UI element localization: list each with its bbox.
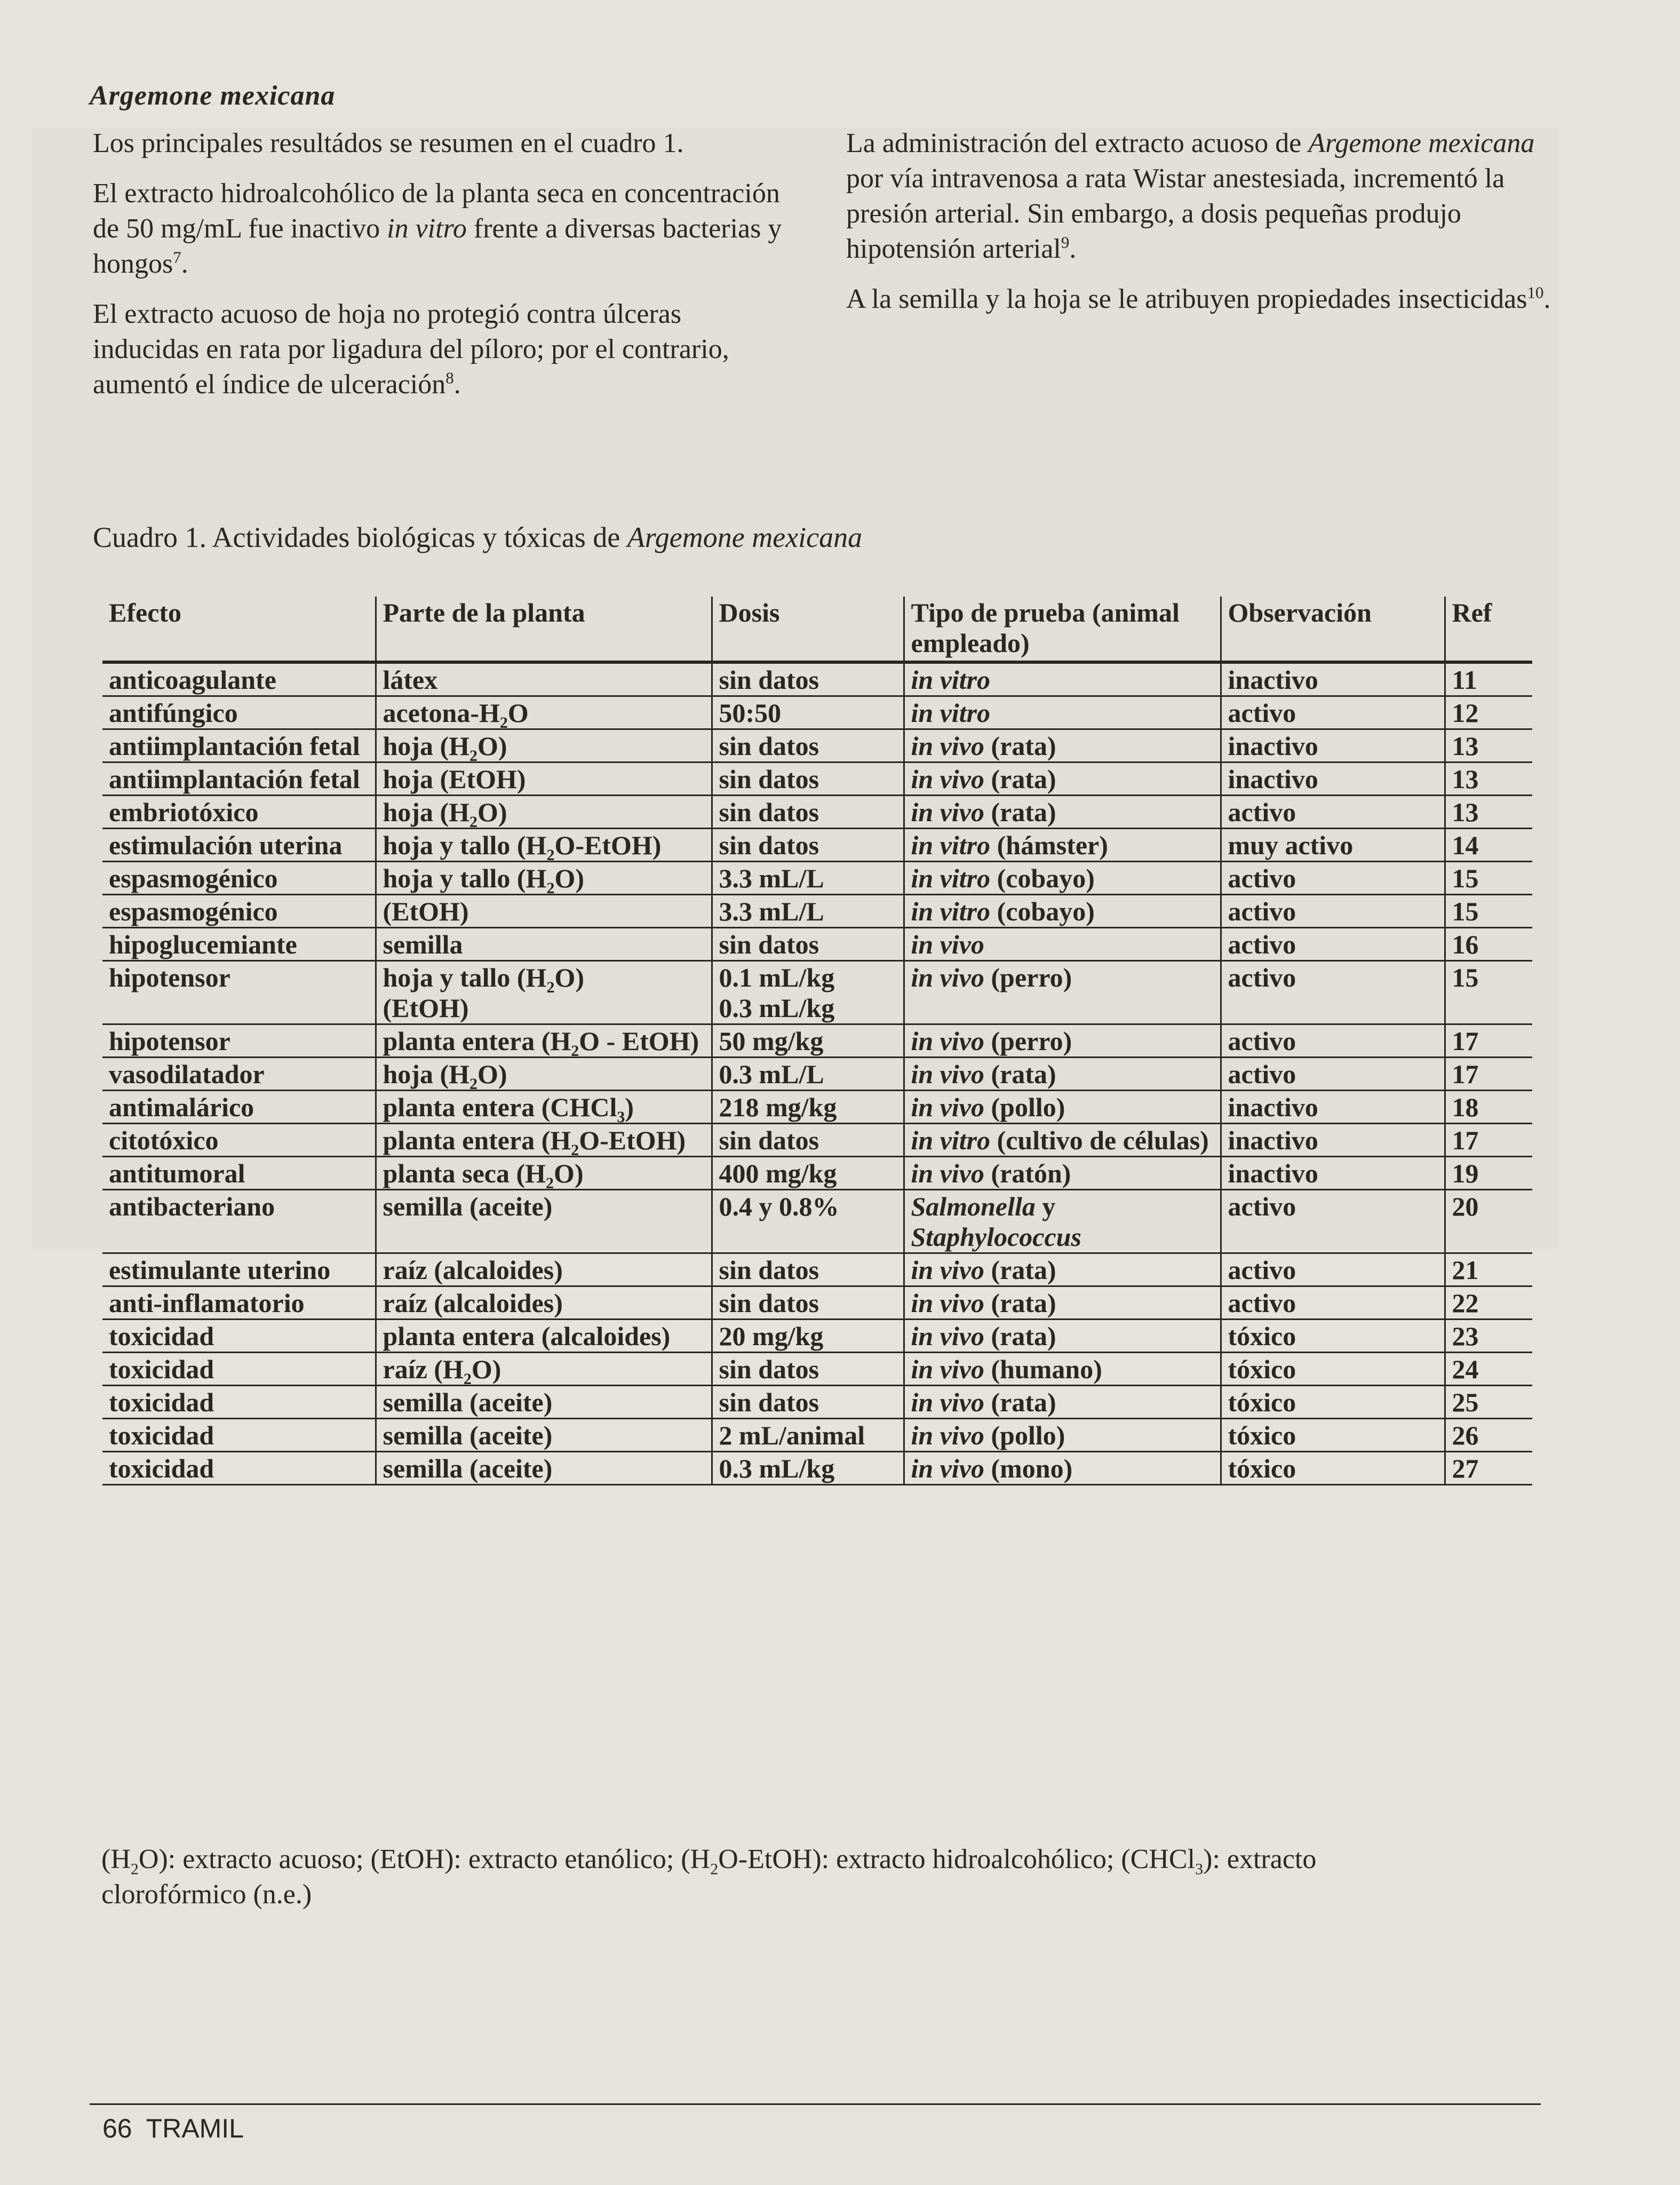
cell-ref: 15 [1445, 895, 1532, 928]
cell-efecto: antitumoral [102, 1157, 376, 1190]
cell-dosis: 218 mg/kg [712, 1091, 904, 1124]
cell-dosis: sin datos [712, 1253, 904, 1286]
cell-parte: hoja $(H_2O)$ [376, 729, 712, 762]
table-row [102, 1353, 1532, 1386]
cell-ref: 13 [1445, 762, 1532, 796]
footer-rule [90, 2103, 1541, 2105]
cell-parte: hoja y tallo $(H_2O)$ [376, 862, 712, 895]
cell-observacion: inactivo [1221, 762, 1445, 796]
cell-observacion: inactivo [1221, 662, 1445, 696]
cell-ref: 18 [1445, 1091, 1532, 1124]
cell-ref: 27 [1445, 1452, 1532, 1485]
cell-dosis: sin datos [712, 762, 904, 796]
cell-efecto: espasmogénico [102, 895, 376, 928]
cell-parte: semilla (aceite) [376, 1386, 712, 1419]
table-row [102, 1091, 1532, 1124]
cell-observacion: activo [1221, 1024, 1445, 1058]
table-row [102, 1190, 1532, 1253]
cell-efecto: hipotensor [102, 961, 376, 1024]
table-row [102, 1320, 1532, 1353]
table-row [102, 696, 1532, 729]
table-body [102, 662, 1532, 1485]
right-column [846, 126, 1561, 332]
cell-dosis: sin datos [712, 1286, 904, 1320]
cell-parte: semilla (aceite) [376, 1190, 712, 1253]
cell-observacion: inactivo [1221, 1157, 1445, 1190]
cell-tipo: in vivo [904, 928, 1221, 961]
activities-table [102, 597, 1532, 1485]
cell-efecto: antimalárico [102, 1091, 376, 1124]
cell-parte: raíz (alcaloides) [376, 1286, 712, 1320]
cell-parte: raíz (alcaloides) [376, 1253, 712, 1286]
cell-efecto: anti-inflamatorio [102, 1286, 376, 1320]
cell-parte: semilla [376, 928, 712, 961]
header-tipo: Tipo de prueba (animal empleado) [904, 597, 1221, 662]
cell-efecto: toxicidad [102, 1419, 376, 1452]
table-row [102, 1124, 1532, 1157]
header-ref: Ref [1445, 597, 1532, 662]
header-observacion: Observación [1221, 597, 1445, 662]
table-row [102, 829, 1532, 862]
table-row [102, 1058, 1532, 1091]
cell-efecto: estimulación uterina [102, 829, 376, 862]
table-row [102, 1286, 1532, 1320]
table-row [102, 1419, 1532, 1452]
table-row [102, 1452, 1532, 1485]
cell-efecto: toxicidad [102, 1353, 376, 1386]
cell-tipo: in vitro (hámster) [904, 829, 1221, 862]
cell-tipo: in vitro [904, 662, 1221, 696]
header-dosis: Dosis [712, 597, 904, 662]
cell-parte: acetona-$H_2O$ [376, 696, 712, 729]
table-notes: $(H_2O)$: extracto acuoso; (EtOH): extracto etanólico; $(H_2O-EtOH)$: extracto hidroalcohólico; (CHCl$_3$): extracto clorofórmico (n.e.) [101, 1844, 1317, 1910]
cell-tipo: in vitro (cultivo de células) [904, 1124, 1221, 1157]
cell-dosis: sin datos [712, 662, 904, 696]
cell-dosis: sin datos [712, 829, 904, 862]
cell-tipo: in vitro [904, 696, 1221, 729]
cell-parte: hoja (EtOH) [376, 762, 712, 796]
cell-parte: planta entera $(H_2O-EtOH)$ [376, 1124, 712, 1157]
cell-ref: 25 [1445, 1386, 1532, 1419]
page-number: 66 [102, 2114, 132, 2143]
cell-tipo: in vivo (mono) [904, 1452, 1221, 1485]
cell-dosis: 400 mg/kg [712, 1157, 904, 1190]
table-row [102, 1386, 1532, 1419]
cell-dosis: 0.1 mL/kg 0.3 mL/kg [712, 961, 904, 1024]
cell-ref: 19 [1445, 1157, 1532, 1190]
cell-parte: semilla (aceite) [376, 1419, 712, 1452]
cell-efecto: hipoglucemiante [102, 928, 376, 961]
cell-observacion: activo [1221, 961, 1445, 1024]
cell-parte: látex [376, 662, 712, 696]
cell-dosis: 0.4 y 0.8% [712, 1190, 904, 1253]
cell-observacion: activo [1221, 1253, 1445, 1286]
cell-observacion: activo [1221, 895, 1445, 928]
cell-efecto: citotóxico [102, 1124, 376, 1157]
cell-observacion: tóxico [1221, 1419, 1445, 1452]
cell-dosis: 0.3 mL/kg [712, 1452, 904, 1485]
cell-parte: hoja $(H_2O)$ [376, 1058, 712, 1091]
cell-tipo: in vivo (rata) [904, 1058, 1221, 1091]
page-footer [102, 2113, 258, 2144]
cell-efecto: toxicidad [102, 1452, 376, 1485]
cell-ref: 13 [1445, 729, 1532, 762]
cell-tipo: in vivo (rata) [904, 1386, 1221, 1419]
cell-tipo: Salmonella y Staphylococcus [904, 1190, 1221, 1253]
cell-observacion: inactivo [1221, 1091, 1445, 1124]
cell-efecto: antibacteriano [102, 1190, 376, 1253]
cell-efecto: antifúngico [102, 696, 376, 729]
cell-dosis: sin datos [712, 796, 904, 829]
cell-ref: 22 [1445, 1286, 1532, 1320]
cell-observacion: activo [1221, 696, 1445, 729]
cell-tipo: in vivo (ratón) [904, 1157, 1221, 1190]
cell-observacion: tóxico [1221, 1320, 1445, 1353]
cell-tipo: in vivo (perro) [904, 961, 1221, 1024]
cell-observacion: activo [1221, 1190, 1445, 1253]
cell-observacion: inactivo [1221, 729, 1445, 762]
cell-dosis: 50 mg/kg [712, 1024, 904, 1058]
table-row [102, 1024, 1532, 1058]
cell-ref: 14 [1445, 829, 1532, 862]
table-row [102, 796, 1532, 829]
cell-observacion: tóxico [1221, 1353, 1445, 1386]
cell-ref: 17 [1445, 1058, 1532, 1091]
cell-ref: 26 [1445, 1419, 1532, 1452]
cell-dosis: 20 mg/kg [712, 1320, 904, 1353]
table-header-row [102, 597, 1532, 662]
paragraph: El extracto acuoso de hoja no protegió contra úlceras inducidas en rata por ligadura del píloro; por el contrario, aumentó el índice de ulceración$^8$. [93, 299, 729, 400]
cell-efecto: vasodilatador [102, 1058, 376, 1091]
left-column [93, 126, 786, 417]
cell-observacion: activo [1221, 1286, 1445, 1320]
cell-observacion: activo [1221, 796, 1445, 829]
cell-dosis: sin datos [712, 1353, 904, 1386]
cell-ref: 13 [1445, 796, 1532, 829]
cell-efecto: toxicidad [102, 1320, 376, 1353]
running-head: Argemone mexicana [90, 81, 336, 111]
cell-tipo: in vivo (perro) [904, 1024, 1221, 1058]
cell-tipo: in vivo (rata) [904, 1253, 1221, 1286]
cell-ref: 24 [1445, 1353, 1532, 1386]
table-row [102, 895, 1532, 928]
cell-ref: 16 [1445, 928, 1532, 961]
table-row [102, 862, 1532, 895]
cell-ref: 12 [1445, 696, 1532, 729]
cell-ref: 21 [1445, 1253, 1532, 1286]
cell-tipo: in vivo (rata) [904, 762, 1221, 796]
cell-parte: hoja $(H_2O)$ [376, 796, 712, 829]
cell-ref: 17 [1445, 1124, 1532, 1157]
cell-observacion: tóxico [1221, 1452, 1445, 1485]
paragraph: A la semilla y la hoja se le atribuyen propiedades insecticidas$^{10}$. [846, 283, 1551, 314]
cell-tipo: in vivo (rata) [904, 1286, 1221, 1320]
cell-ref: 17 [1445, 1024, 1532, 1058]
paragraph: La administración del extracto acuoso de Argemone mexicana por vía intravenosa a rata Wistar anestesiada, incrementó la presión arterial. Sin embargo, a dosis pequeñas produjo hipotensión arterial$^9$. [846, 128, 1535, 264]
cell-tipo: in vivo (pollo) [904, 1091, 1221, 1124]
cell-efecto: hipotensor [102, 1024, 376, 1058]
header-parte: Parte de la planta [376, 597, 712, 662]
cell-dosis: 2 mL/animal [712, 1419, 904, 1452]
cell-observacion: activo [1221, 928, 1445, 961]
table-row [102, 762, 1532, 796]
table-row [102, 928, 1532, 961]
cell-tipo: in vitro (cobayo) [904, 895, 1221, 928]
cell-dosis: 50:50 [712, 696, 904, 729]
cell-dosis: 3.3 mL/L [712, 895, 904, 928]
cell-parte: (EtOH) [376, 895, 712, 928]
cell-parte: planta entera (alcaloides) [376, 1320, 712, 1353]
table-row [102, 1253, 1532, 1286]
cell-parte: hoja y tallo $(H_2O-EtOH)$ [376, 829, 712, 862]
cell-parte: planta entera ($H_2O$ - EtOH) [376, 1024, 712, 1058]
cell-ref: 23 [1445, 1320, 1532, 1353]
cell-tipo: in vivo (rata) [904, 729, 1221, 762]
cell-parte: planta entera (CHCl$_3$) [376, 1091, 712, 1124]
cell-observacion: activo [1221, 862, 1445, 895]
cell-efecto: antiimplantación fetal [102, 729, 376, 762]
cell-efecto: embriotóxico [102, 796, 376, 829]
table-row [102, 1157, 1532, 1190]
cell-efecto: espasmogénico [102, 862, 376, 895]
paragraph: Los principales resultádos se resumen en el cuadro 1. [93, 128, 684, 158]
table-row [102, 729, 1532, 762]
cell-efecto: estimulante uterino [102, 1253, 376, 1286]
cell-parte: raíz $(H_2O)$ [376, 1353, 712, 1386]
cell-dosis: sin datos [712, 1124, 904, 1157]
table-row [102, 961, 1532, 1024]
cell-tipo: in vivo (humano) [904, 1353, 1221, 1386]
cell-dosis: sin datos [712, 928, 904, 961]
cell-observacion: tóxico [1221, 1386, 1445, 1419]
cell-observacion: muy activo [1221, 829, 1445, 862]
cell-efecto: anticoagulante [102, 662, 376, 696]
cell-tipo: in vivo (pollo) [904, 1419, 1221, 1452]
table-row [102, 662, 1532, 696]
footer-label: TRAMIL [146, 2114, 244, 2143]
cell-ref: 20 [1445, 1190, 1532, 1253]
cell-dosis: 3.3 mL/L [712, 862, 904, 895]
cell-parte: planta seca $(H_2O)$ [376, 1157, 712, 1190]
cell-dosis: sin datos [712, 1386, 904, 1419]
cell-efecto: toxicidad [102, 1386, 376, 1419]
cell-observacion: inactivo [1221, 1124, 1445, 1157]
paragraph: El extracto hidroalcohólico de la planta seca en concentración de 50 mg/mL fue inactivo in vitro frente a diversas bacterias y hongos$^7$. [93, 178, 782, 279]
table-caption: Cuadro 1. Actividades biológicas y tóxicas de Argemone mexicana [93, 521, 863, 553]
cell-parte: semilla (aceite) [376, 1452, 712, 1485]
cell-ref: 11 [1445, 662, 1532, 696]
cell-dosis: 0.3 mL/L [712, 1058, 904, 1091]
cell-ref: 15 [1445, 961, 1532, 1024]
cell-ref: 15 [1445, 862, 1532, 895]
header-efecto: Efecto [102, 597, 376, 662]
cell-dosis: sin datos [712, 729, 904, 762]
cell-tipo: in vivo (rata) [904, 1320, 1221, 1353]
cell-parte: hoja y tallo $(H_2O)$ (EtOH) [376, 961, 712, 1024]
cell-tipo: in vitro (cobayo) [904, 862, 1221, 895]
cell-efecto: antiimplantación fetal [102, 762, 376, 796]
cell-tipo: in vivo (rata) [904, 796, 1221, 829]
cell-observacion: activo [1221, 1058, 1445, 1091]
